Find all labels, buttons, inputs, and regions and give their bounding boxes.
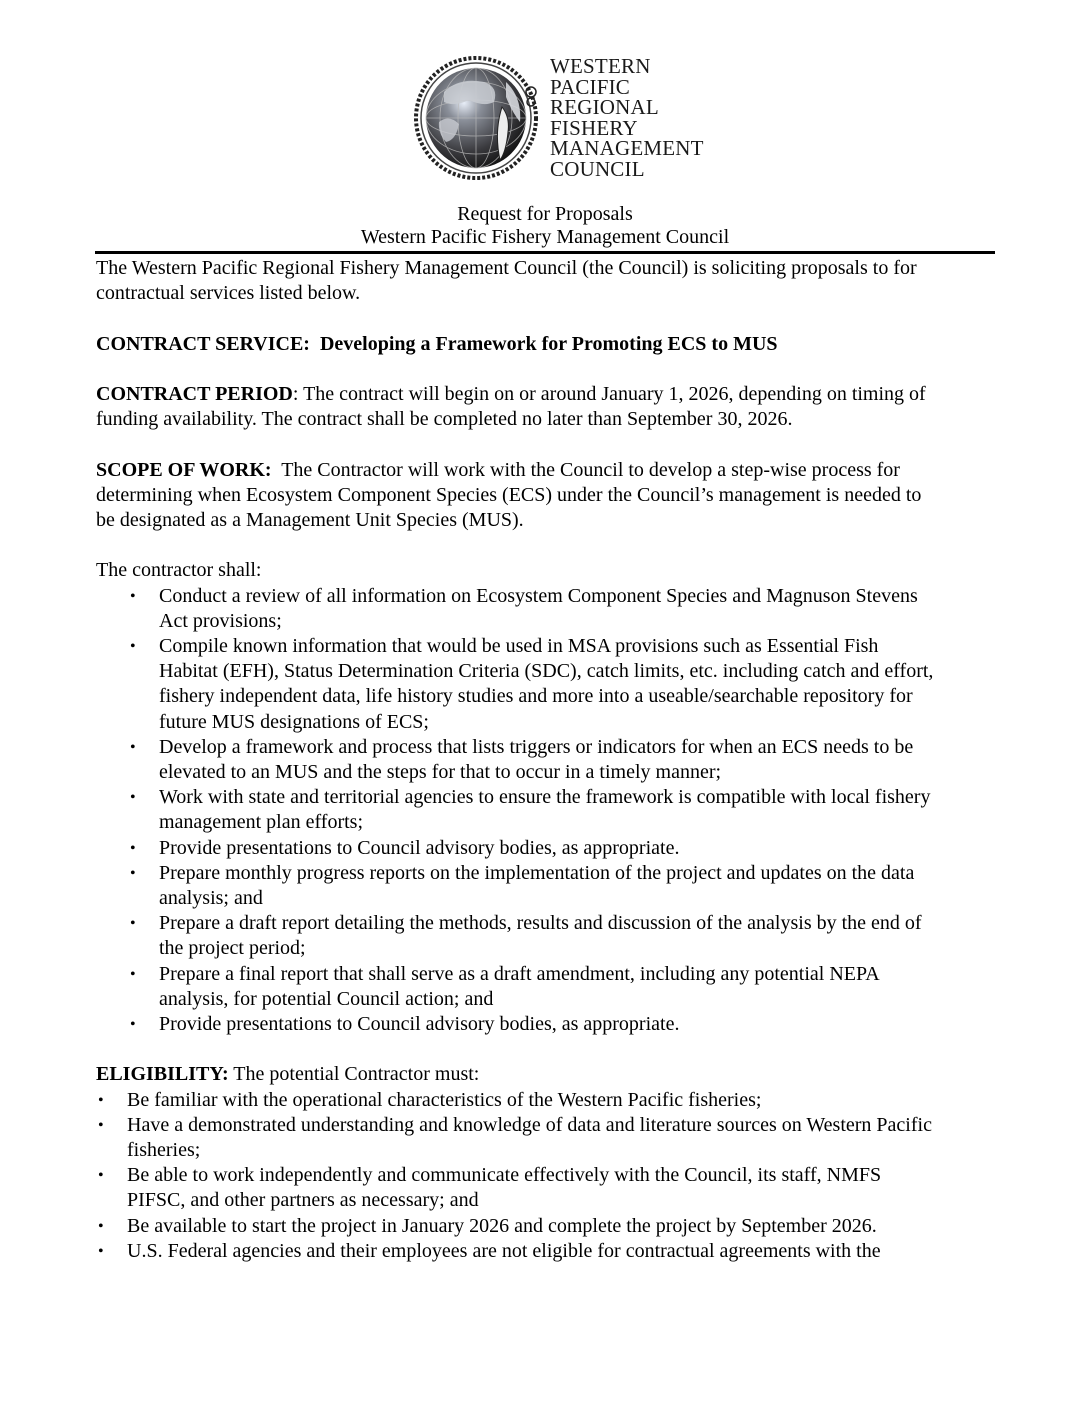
logo-wordmark (550, 56, 704, 180)
list-item: • Develop a framework and process that lists triggers or indicators for when an ECS needs to be elevated to an MUS and the steps for that to occur in a timely manner; (130, 735, 914, 783)
bullet-icon: • (130, 915, 136, 933)
logo-line: MANAGEMENT (550, 136, 704, 161)
list-item: • Prepare a draft report detailing the methods, results and discussion of the analysis by the end of the project period; (130, 912, 922, 960)
contract-service-section (96, 332, 996, 357)
eligibility-intro: The potential Contractor must: (228, 1063, 480, 1086)
contract-period-label: CONTRACT PERIOD (96, 382, 293, 405)
document-header (95, 203, 995, 249)
bullet-icon: • (98, 1116, 104, 1134)
logo-line: WESTERN (550, 54, 651, 78)
eligibility-list (96, 1088, 996, 1264)
bullet-icon: • (98, 1167, 104, 1185)
globe-emblem-icon (414, 52, 544, 182)
logo-line: REGIONAL (550, 95, 659, 120)
document-subtitle: Western Pacific Fishery Management Council (360, 226, 730, 248)
document-title: Request for Proposals (457, 203, 633, 225)
contractor-duties-intro: The contractor shall: (96, 559, 262, 582)
bullet-icon: • (130, 587, 136, 605)
scope-of-work-text: The Contractor will work with the Council to develop a step-wise process for (271, 458, 900, 481)
bullet-icon: • (130, 738, 136, 756)
scope-of-work-text: be designated as a Management Unit Species (MUS). (96, 508, 524, 531)
list-item: • Have a demonstrated understanding and knowledge of data and literature sources on Western Pacific fisheries; (98, 1113, 932, 1162)
list-item: • Work with state and territorial agencies to ensure the framework is compatible with local fishery management plan efforts; (130, 786, 931, 834)
list-item: • U.S. Federal agencies and their employees are not eligible for contractual agreements with the (96, 1239, 996, 1264)
header-rule-divider (95, 251, 995, 254)
scope-of-work-section (96, 458, 996, 534)
list-item: • Provide presentations to Council advisory bodies, as appropriate. (96, 836, 996, 861)
contractor-duties-list (96, 584, 996, 1038)
list-item: • Provide presentations to Council advisory bodies, as appropriate. (96, 1012, 996, 1037)
list-item: • Conduct a review of all information on Ecosystem Component Species and Magnuson Stevens Act provisions; (130, 584, 918, 632)
intro-line: contractual services listed below. (96, 282, 361, 305)
list-item: • Prepare a final report that shall serve as a draft amendment, including any potential NEPA analysis, for potential Council action; and (130, 962, 880, 1010)
bullet-icon: • (130, 789, 136, 807)
list-item: • Be familiar with the operational characteristics of the Western Pacific fisheries; (96, 1088, 996, 1113)
bullet-icon: • (130, 1016, 136, 1034)
contract-period-text: : The contract will begin on or around January 1, 2026, depending on timing of (292, 382, 926, 405)
contractor-duties-section (96, 558, 996, 1037)
bullet-icon: • (130, 839, 136, 857)
contract-period-section (96, 382, 996, 432)
list-item: • Be available to start the project in January 2026 and complete the project by September 2026. (96, 1214, 996, 1239)
logo-line: PACIFIC (550, 74, 630, 99)
bullet-icon: • (98, 1242, 104, 1260)
logo-line: FISHERY (550, 115, 638, 140)
bullet-icon: • (130, 965, 136, 983)
eligibility-label: ELIGIBILITY: (96, 1063, 229, 1086)
contract-period-text: funding availability. The contract shall be completed no later than September 30, 2026. (96, 408, 793, 431)
scope-of-work-label: SCOPE OF WORK: (96, 458, 272, 481)
list-item: • Prepare monthly progress reports on the implementation of the project and updates on the data analysis; and (130, 861, 915, 910)
bullet-icon: • (98, 1217, 104, 1235)
bullet-icon: • (130, 864, 136, 882)
council-logo (414, 52, 704, 182)
contract-service-label: CONTRACT SERVICE: (96, 332, 310, 355)
document-body (96, 256, 996, 1264)
intro-line: The Western Pacific Regional Fishery Management Council (the Council) is soliciting proposals to for (96, 257, 917, 279)
bullet-icon: • (130, 637, 136, 655)
bullet-icon: • (98, 1091, 104, 1109)
contract-service-value: Developing a Framework for Promoting ECS to MUS (319, 332, 778, 355)
list-item: • Be able to work independently and communicate effectively with the Council, its staff, NMFS PIFSC, and other partners as necessary; and (98, 1164, 882, 1212)
list-item: • Compile known information that would be used in MSA provisions such as Essential Fish Habitat (EFH), Status Determination Criteria (SDC), catch limits, etc. including catch and effort, fishery independent data, life history studies and more into a useable/searchable repository for future MUS designations of ECS; (130, 634, 934, 733)
logo-line: COUNCIL (550, 156, 645, 181)
intro-paragraph (96, 256, 996, 306)
scope-of-work-text: determining when Ecosystem Component Species (ECS) under the Council’s management is needed to (96, 483, 922, 506)
eligibility-section (96, 1062, 996, 1264)
